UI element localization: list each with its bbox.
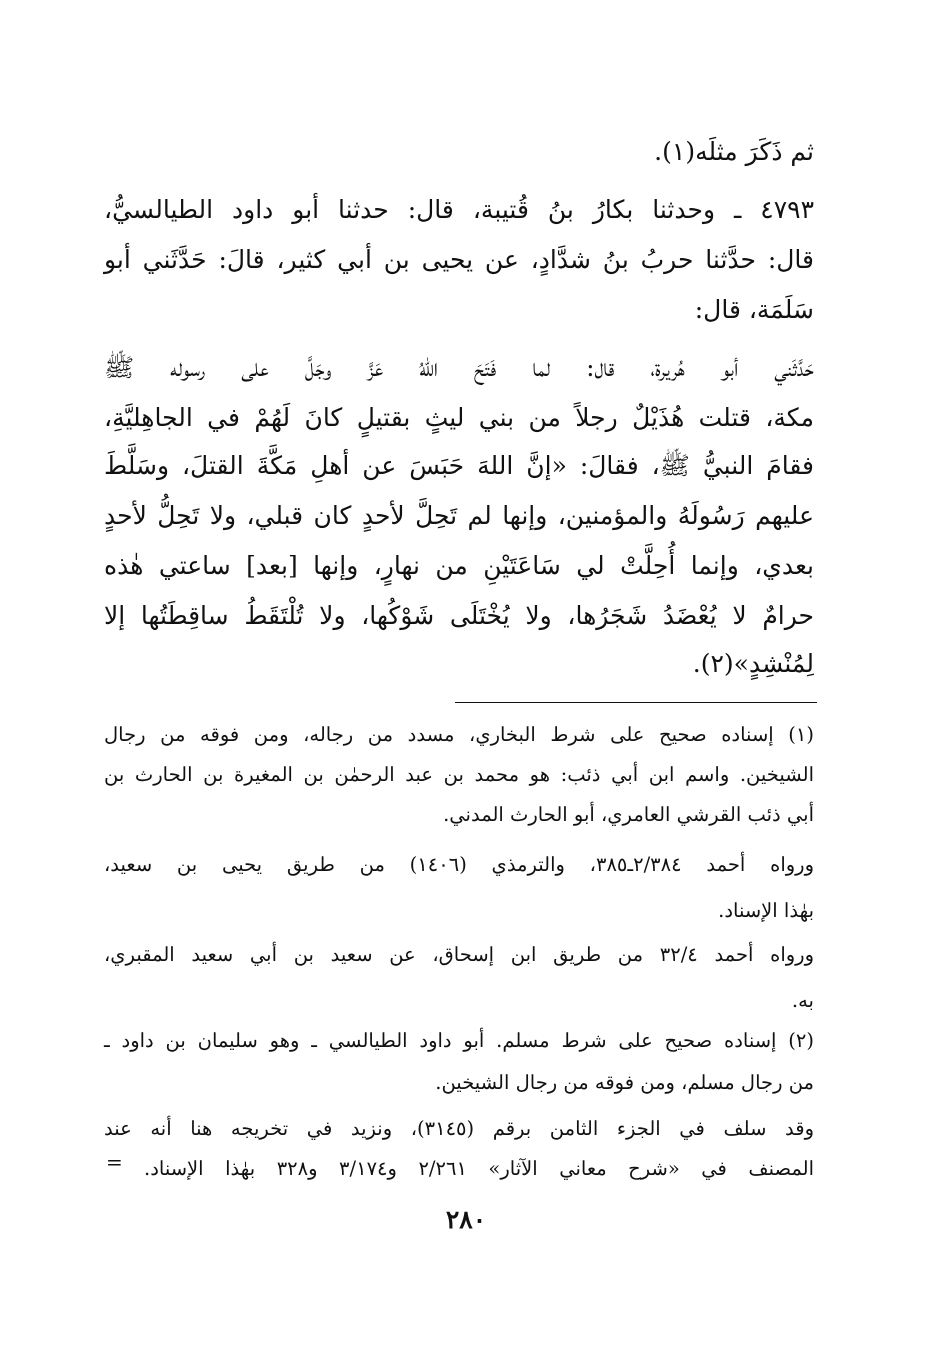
main-line: عليهم رَسُولَهُ والمؤمنين، وإنها لم تَحِلَّ لأحدٍ كان قبلي، ولا تَحِلُّ لأحدٍ	[104, 501, 814, 530]
footnote-line: ورواه أحمد ٣٢/٤ من طريق ابن إسحاق، عن سعيد بن أبي سعيد المقبري،	[104, 943, 814, 966]
footnote-line: به.	[791, 989, 814, 1012]
footnote-line: أبي ذئب القرشي العامري، أبو الحارث المدني.	[443, 803, 814, 826]
footnote-line: (٢) إسناده صحيح على شرط مسلم. أبو داود الطيالسي ـ وهو سليمان بن داود ـ	[104, 1029, 814, 1052]
page-number: ٢٨٠	[445, 1205, 487, 1234]
main-line: فقامَ النبيُّ ﷺ، فقالَ: «إنَّ اللهَ حَبَسَ عن أهلِ مَكَّةَ القتلَ، وسَلَّطَ	[104, 451, 814, 480]
main-line: بعدي، وإنما أُحِلَّتْ لي سَاعَتَيْنِ من نهارٍ، وإنها [بعد] ساعتي هٰذه	[104, 551, 814, 580]
footnote-line: من رجال مسلم، ومن فوقه من رجال الشيخين.	[435, 1071, 814, 1094]
footnote-line: ورواه أحمد ٢/٣٨٤ـ٣٨٥، والترمذي (١٤٠٦) من طريق يحيى بن سعيد،	[104, 853, 814, 876]
main-line: مكة، قتلت هُذَيْلٌ رجلاً من بني ليثٍ بقتيلٍ كانَ لَهُمْ في الجاهِليَّةِ،	[104, 403, 814, 432]
main-line: قال: حدَّثنا حربُ بنُ شدَّادٍ، عن يحيى بن أبي كثير، قالَ: حَدَّثَني أبو	[104, 245, 814, 274]
main-line: ثم ذَكَرَ مثلَه(١).	[654, 137, 814, 166]
footnote-line: الشيخين. واسم ابن أبي ذئب: هو محمد بن عبد الرحمٰن بن المغيرة بن الحارث بن	[104, 763, 814, 786]
main-line: لِمُنْشِدٍ»(٢).	[692, 649, 814, 678]
main-line: حرامٌ لا يُعْضَدُ شَجَرُها، ولا يُخْتَلَى شَوْكُها، ولا تُلْتَقَطُ ساقِطَتُها إلا	[104, 601, 814, 630]
footnote-line: المصنف في «شرح معاني الآثار» ٢/٢٦١ و٣/١٧٤ و٣٢٨ بهٰذا الإسناد.	[144, 1157, 815, 1180]
main-line: حَدَّثَني أبو هُريرة، قال: لما فَتَحَ اللهُ عَزَّ وجَلَّ على رسوله ﷺ	[104, 353, 814, 382]
footnote-separator	[455, 702, 817, 703]
footnote-line: (١) إسناده صحيح على شرط البخاري، مسدد من رجاله، ومن فوقه من رجال	[104, 723, 814, 746]
footnote-line: وقد سلف في الجزء الثامن برقم (٣١٤٥)، ونزيد في تخريجه هنا أنه عند	[104, 1117, 814, 1140]
continuation-mark: =	[106, 1150, 123, 1174]
main-line: سَلَمَة، قال:	[694, 295, 814, 324]
footnote-line: بهٰذا الإسناد.	[718, 899, 814, 922]
hadith-number-line: ٤٧٩٣ ـ وحدثنا بكارُ بنُ قُتيبة، قال: حدثنا أبو داود الطيالسيُّ،	[104, 195, 814, 224]
